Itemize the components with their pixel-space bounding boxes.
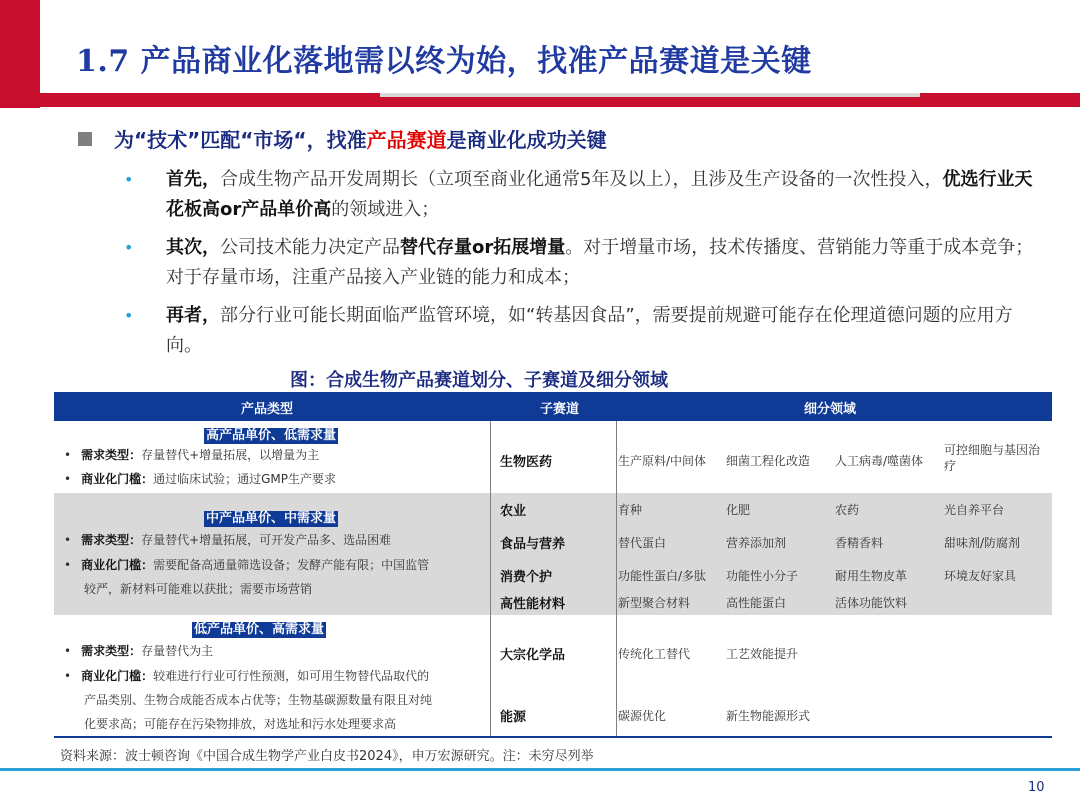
bullet-text-end: 的领域进入；: [331, 199, 440, 220]
track-name: 消费个护: [500, 570, 553, 585]
header-red-accent: [0, 0, 40, 108]
category-line: • 需求类型：存量替代+增量拓展，可开发产品多、选品困难: [64, 533, 392, 547]
bullet-lead: 其次，: [166, 237, 220, 258]
segment-cell: 环境友好家具: [944, 569, 1017, 583]
bullet-lead: 首先，: [166, 169, 220, 190]
table-bottom-rule: [54, 736, 1052, 738]
bullet-item: [124, 301, 1044, 361]
header-band: [0, 0, 1080, 108]
category-line: • 需求类型：存量替代为主: [64, 644, 214, 658]
page-number: 10: [1028, 780, 1045, 795]
track-name: 能源: [500, 710, 527, 725]
track-name: 高性能材料: [500, 597, 566, 612]
segment-cell: 工艺效能提升: [726, 647, 799, 661]
sub-heading: [78, 124, 607, 153]
category-line: 较严，新材料可能难以获批；需要市场营销: [84, 582, 313, 596]
source-note: 资料来源：波士顿咨询《中国合成生物学产业白皮书2024》，申万宏源研究。注：未穷尽列举: [60, 749, 594, 764]
sub-heading-pre: 为“技术”匹配“市场“，找准: [114, 128, 367, 152]
segment-cell: 育种: [618, 503, 643, 517]
bullet-lead: 再者，: [166, 305, 220, 326]
segment-cell: 新型聚合材料: [618, 596, 691, 610]
bullet-item: [124, 165, 1044, 225]
bullet-dot-icon: •: [124, 170, 134, 189]
bullet-text: 合成生物产品开发周期长（立项至商业化通常5年及以上），且涉及生产设备的一次性投入，: [220, 169, 943, 190]
table-header: [54, 392, 1052, 421]
page-title: 1.7 产品商业化落地需以终为始，找准产品赛道是关键: [76, 44, 812, 79]
bullet-dot-icon: •: [124, 238, 134, 257]
sub-heading-post: 是商业化成功关键: [446, 128, 607, 152]
segment-cell: 人工病毒/噬菌体: [835, 454, 924, 468]
segment-cell: 营养添加剂: [726, 536, 787, 550]
segment-cell: 农药: [835, 503, 860, 517]
header-segments: 细分领域: [804, 402, 857, 417]
track-name: 生物医药: [500, 455, 553, 470]
track-name: 农业: [500, 504, 527, 519]
column-divider: [490, 421, 491, 738]
segment-cell: 新生物能源形式: [726, 709, 811, 723]
bullet-bold: 替代存量or拓展增量: [400, 237, 566, 258]
segment-cell: 活体功能饮料: [835, 596, 908, 610]
category-title: 中产品单价、中需求量: [206, 511, 337, 526]
header-gray-line: [380, 93, 920, 97]
segment-cell: 生产原料/中间体: [618, 454, 707, 468]
track-table: [54, 392, 1052, 738]
bullet-text-end: 。对于增量市场，技术传播度、营销能力等重于成本竞争；对于存量市场，注重产品接入产业链的能力和成本；: [166, 237, 1034, 288]
category-title: 低产品单价、高需求量: [194, 622, 325, 637]
category-title: 高产品单价、低需求量: [206, 428, 337, 443]
figure-title: 图：合成生物产品赛道划分、子赛道及细分领域: [290, 370, 668, 391]
segment-cell: 耐用生物皮革: [835, 569, 908, 583]
bullet-item: [124, 233, 1044, 293]
category-line: 化要求高；可能存在污染物排放，对选址和污水处理要求高: [84, 717, 397, 731]
bullet-text: 公司技术能力决定产品: [220, 237, 400, 258]
segment-cell: 功能性蛋白/多肽: [618, 569, 707, 583]
segment-cell: 替代蛋白: [618, 536, 667, 550]
category-line: 产品类别、生物合成能否成本占优等；生物基碳源数量有限且对纯: [84, 693, 433, 707]
segment-cell: 甜味剂/防腐剂: [944, 536, 1021, 550]
category-line: • 需求类型：存量替代+增量拓展，以增量为主: [64, 448, 320, 462]
bullet-dot-icon: •: [124, 306, 134, 325]
track-name: 食品与营养: [500, 537, 566, 552]
segment-cell: 细菌工程化改造: [726, 454, 811, 468]
bullet-bold: 优选行业天花板高or产品单价高: [166, 169, 1033, 220]
segment-cell: 光自养平台: [944, 503, 1005, 517]
segment-cell: 香精香料: [835, 536, 884, 550]
segment-cell: 高性能蛋白: [726, 596, 787, 610]
sub-heading-highlight: 产品赛道: [366, 128, 447, 152]
segment-cell: 传统化工替代: [618, 647, 691, 661]
column-divider: [616, 421, 617, 738]
segment-cell: 碳源优化: [618, 709, 667, 723]
segment-cell: 功能性小分子: [726, 569, 799, 583]
footer-line: [0, 768, 1080, 771]
segment-cell: 可控细胞与基因治疗: [944, 443, 1041, 473]
bullet-text: 部分行业可能长期面临严监管环境，如“转基因食品”，需要提前规避可能存在伦理道德问题的应用方向。: [166, 305, 1013, 356]
square-bullet-icon: [78, 132, 92, 146]
bullet-list: [124, 165, 1044, 369]
header-sub-track: 子赛道: [540, 402, 580, 417]
category-line: • 商业化门槛：通过临床试验；通过GMP生产要求: [64, 472, 336, 486]
category-line: • 商业化门槛：需要配备高通量筛选设备；发酵产能有限；中国监管: [64, 558, 430, 572]
header-product-type: 产品类型: [241, 402, 294, 417]
segment-cell: 化肥: [726, 503, 751, 517]
category-line: • 商业化门槛：较难进行行业可行性预测，如可用生物替代品取代的: [64, 669, 430, 683]
track-name: 大宗化学品: [500, 648, 566, 663]
